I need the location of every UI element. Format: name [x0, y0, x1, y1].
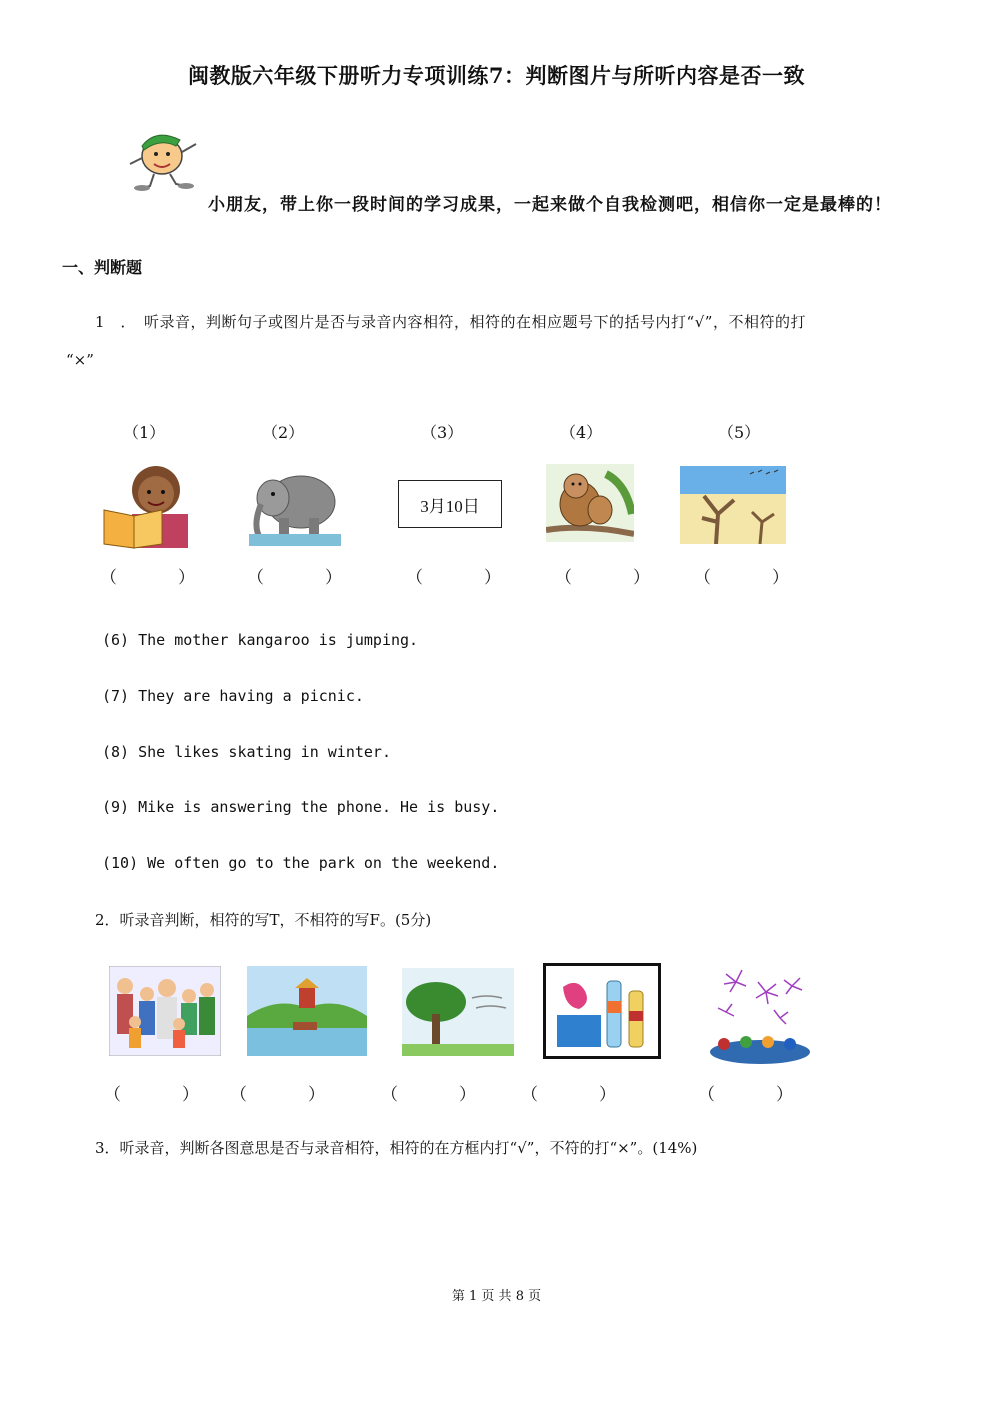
- sentence-6: (6) The mother kangaroo is jumping.: [102, 631, 419, 649]
- sentence-7: (7) They are having a picnic.: [102, 687, 364, 705]
- q2-answer-paren-5[interactable]: （ ）: [698, 1085, 815, 1105]
- q2-answer-paren-4[interactable]: （ ）: [521, 1085, 638, 1105]
- answer-paren-3[interactable]: （ ）: [406, 568, 523, 588]
- label-3: （3）: [421, 423, 464, 442]
- answer-paren-5[interactable]: （ ）: [694, 568, 811, 588]
- sentence-8: (8) She likes skating in winter.: [102, 743, 391, 761]
- answer-paren-4[interactable]: （ ）: [555, 568, 672, 588]
- sentence-10: (10) We often go to the park on the weekend.: [102, 854, 500, 872]
- palace-landscape-image: [247, 966, 367, 1056]
- label-5: （5）: [718, 423, 761, 442]
- sentence-9: (9) Mike is answering the phone. He is busy.: [102, 798, 500, 816]
- question-2-text: 2．听录音判断，相符的写T，不相符的写F。(5分): [95, 911, 432, 929]
- boy-reading-image: [102, 464, 192, 550]
- q2-answer-paren-1[interactable]: （ ）: [104, 1085, 221, 1105]
- question-1-text-cont: “×”: [66, 351, 94, 369]
- family-image: [109, 966, 221, 1056]
- greeting-text: 小朋友，带上你一段时间的学习成果，一起来做个自我检测吧，相信你一定是最棒的！: [208, 195, 892, 215]
- shopping-items-image: [543, 963, 661, 1059]
- label-4: （4）: [560, 423, 603, 442]
- beach-trees-image: [680, 466, 786, 544]
- label-1: （1）: [123, 423, 166, 442]
- section-heading: 一、判断题: [62, 258, 143, 277]
- answer-paren-2[interactable]: （ ）: [247, 568, 364, 588]
- date-card-text: 3月10日: [398, 480, 502, 528]
- date-card-image: [398, 480, 502, 528]
- windy-tree-image: [402, 968, 514, 1056]
- monkey-image: [546, 464, 634, 542]
- elephant-image: [249, 468, 341, 546]
- fireworks-image: [706, 962, 814, 1066]
- mascot-image: [126, 124, 204, 192]
- page-footer: 第 1 页 共 8 页: [451, 1289, 542, 1304]
- q2-answer-paren-2[interactable]: （ ）: [230, 1085, 347, 1105]
- question-1-text: 1 ． 听录音，判断句子或图片是否与录音内容相符，相符的在相应题号下的括号内打“√”，不相符的打: [95, 313, 806, 331]
- page-title: 闽教版六年级下册听力专项训练7：判断图片与所听内容是否一致: [187, 63, 806, 88]
- answer-paren-1[interactable]: （ ）: [100, 568, 217, 588]
- label-2: （2）: [262, 423, 305, 442]
- question-3-text: 3．听录音，判断各图意思是否与录音相符，相符的在方框内打“√”，不符的打“×”。(14%): [95, 1139, 698, 1157]
- q2-answer-paren-3[interactable]: （ ）: [381, 1085, 498, 1105]
